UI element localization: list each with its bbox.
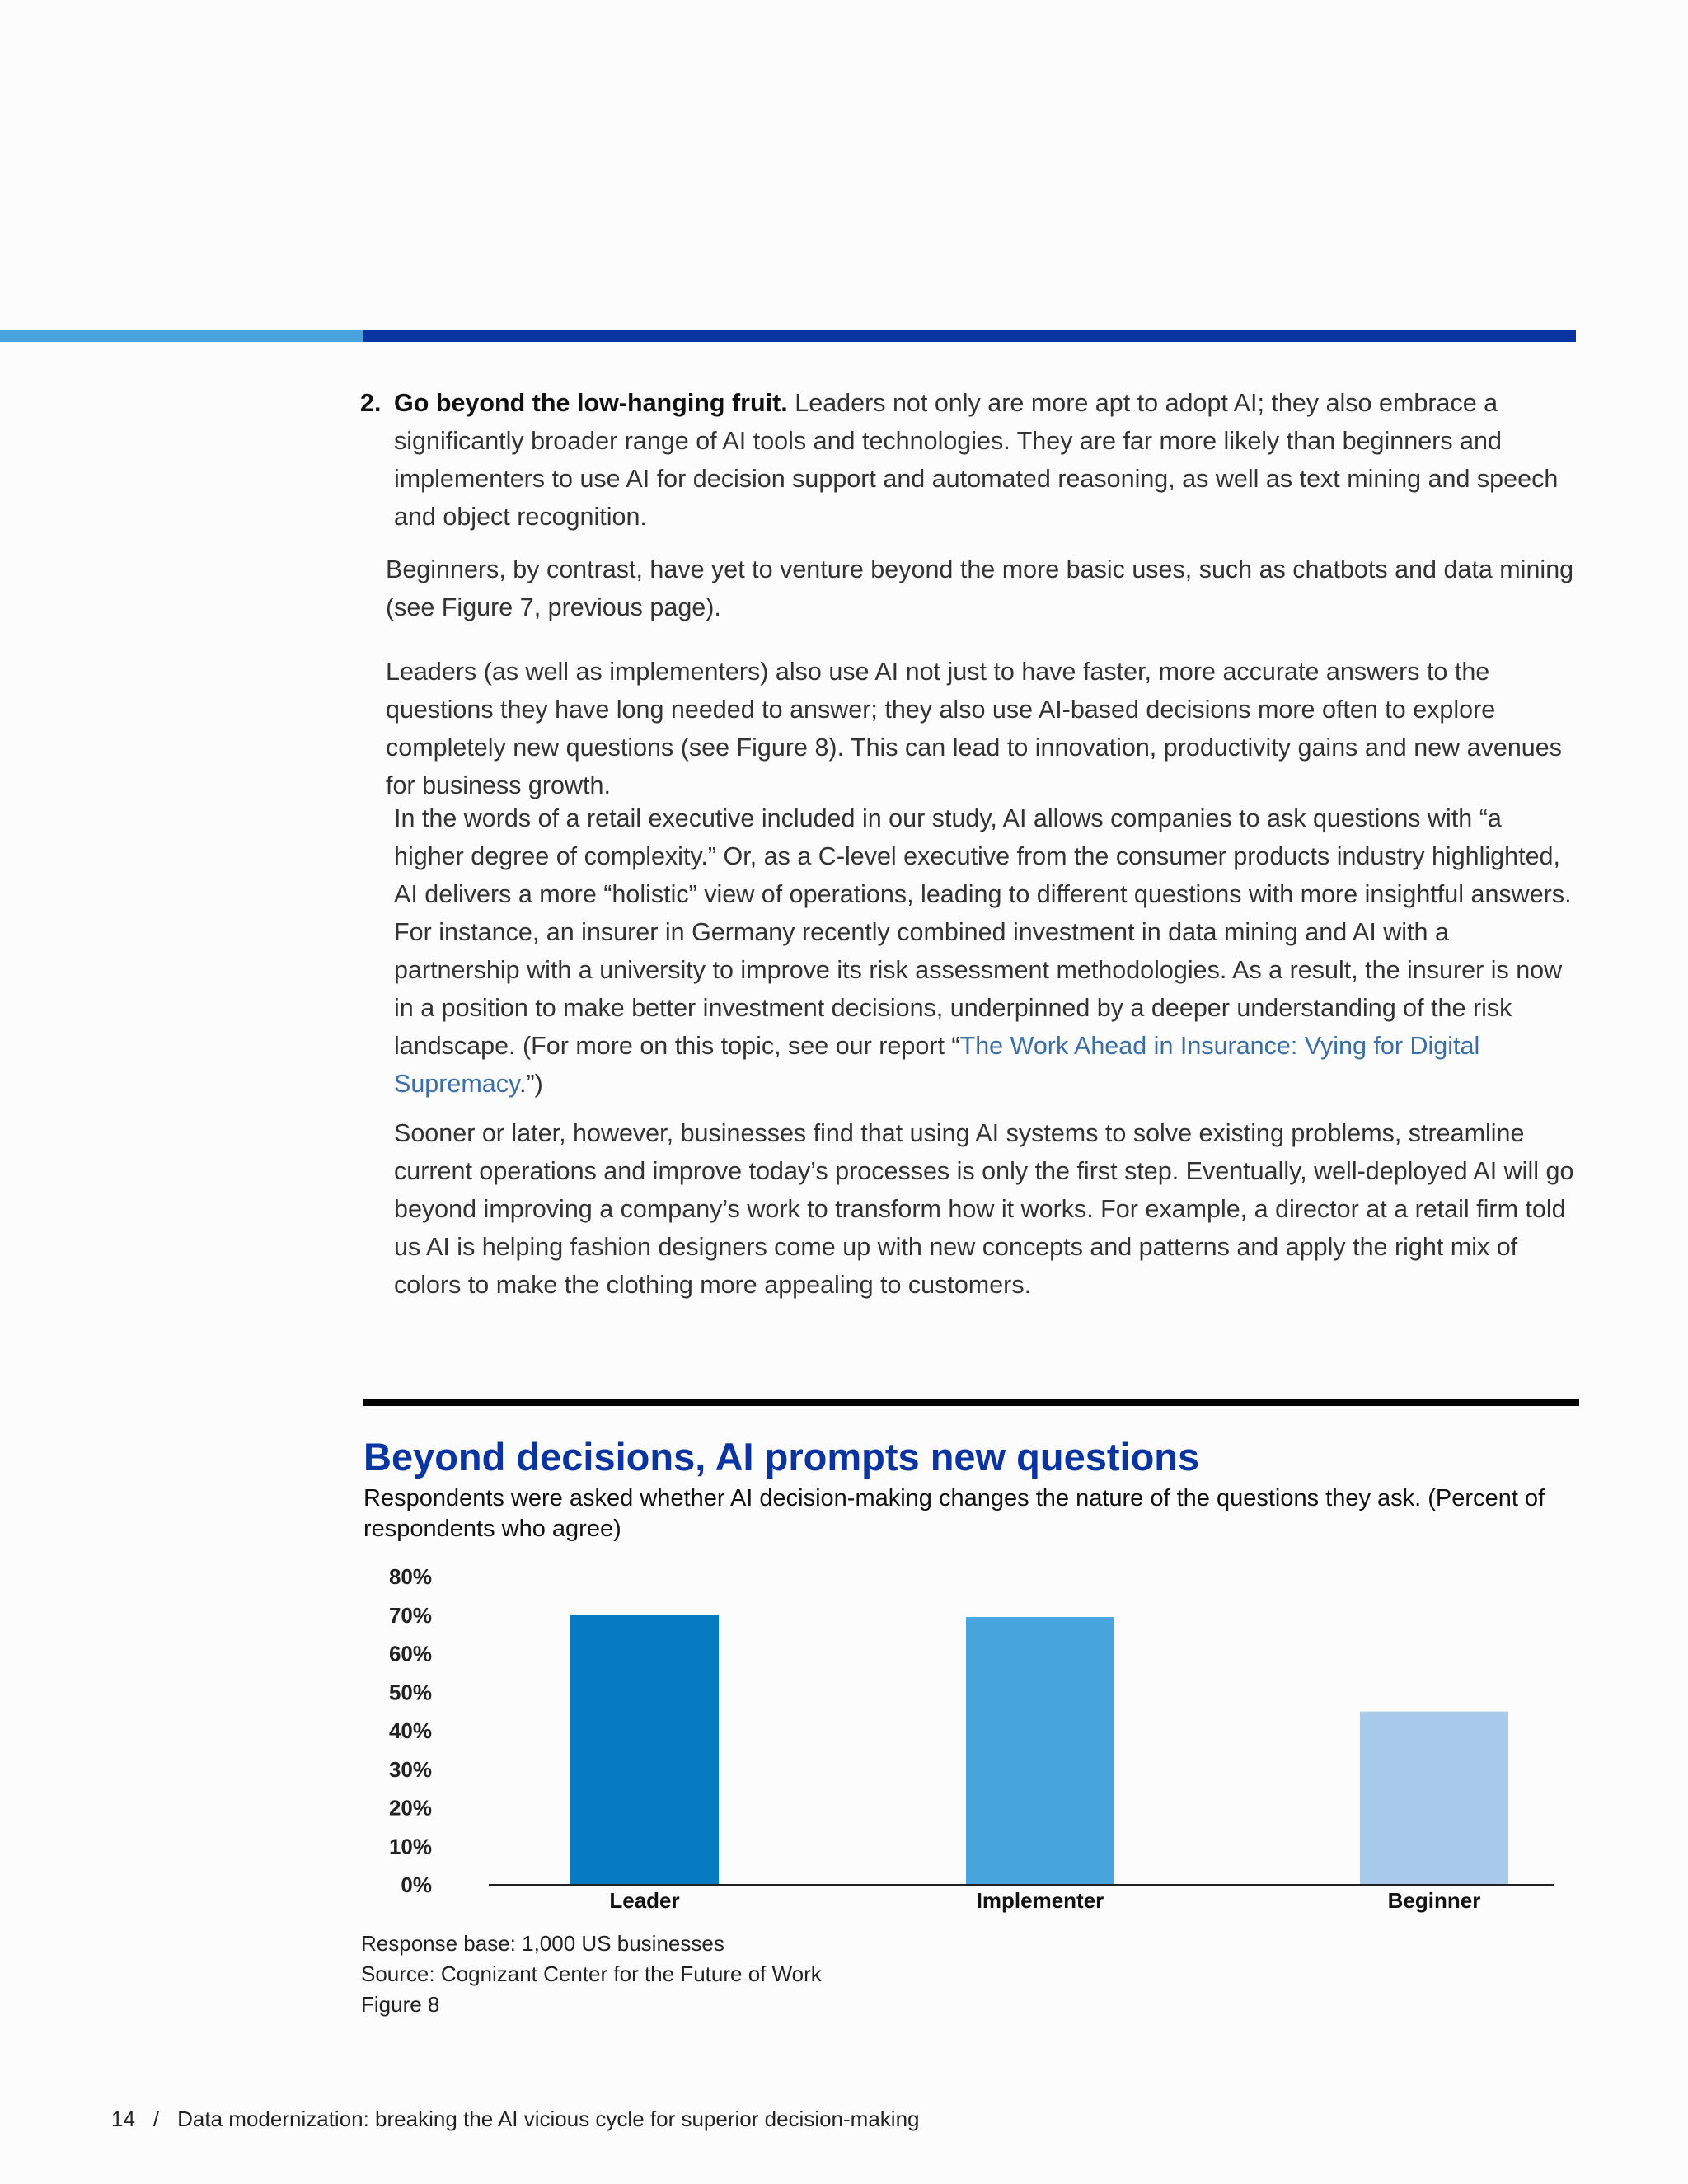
x-tick-label: Beginner [1387, 1888, 1481, 1913]
x-tick-label: Implementer [976, 1888, 1104, 1913]
y-tick-label: 0% [401, 1872, 432, 1897]
paragraph-3-text-b: .”) [519, 1070, 543, 1098]
figure-rule [363, 1399, 1579, 1406]
paragraph-2: Leaders (as well as implementers) also use AI not just to have faster, more accurate answers to the questions they have long needed to answer; they also use AI-based decisions more often to explore completely new questions (see Figure 8). This can lead to innovation, productivity gains and new avenues for business growth. [386, 658, 1562, 799]
footer-doc-title: Data modernization: breaking the AI vicious cycle for superior decision-making [177, 2107, 920, 2131]
bar-implementer [966, 1617, 1114, 1885]
y-tick-label: 80% [388, 1564, 432, 1589]
figure-subtitle: Respondents were asked whether AI decision-making changes the nature of the questions they ask. (Percent of respondents who agree) [363, 1485, 1545, 1542]
y-tick-label: 20% [388, 1795, 432, 1821]
figure-title: Beyond decisions, AI prompts new questions [363, 1435, 1200, 1479]
item2-lead: Go beyond the low-hanging fruit. [394, 389, 788, 417]
footer-separator: / [152, 2107, 160, 2131]
paragraph-1: Beginners, by contrast, have yet to venture beyond the more basic uses, such as chatbots and data mining (see Figure 7, previous page). [386, 555, 1574, 621]
bar-leader [570, 1615, 719, 1885]
paragraph-3-text-a: In the words of a retail executive included in our study, AI allows companies to ask questions with “a higher degree of complexity.” Or, as a C-level executive from the consumer products industry highlighted, AI delivers a more “holistic” view of operations, leading to different questions with more insightful answers. For instance, an insurer in Germany recently combined investment in data mining and AI with a partnership with a university to improve its risk assessment methodologies. As a result, the insurer is now in a position to make better investment decisions, underpinned by a deeper understanding of the risk landscape. (For more on this topic, see our report “ [394, 804, 1572, 1060]
item2-paragraph [394, 384, 1581, 536]
bar-chart [346, 1558, 1582, 1920]
bar-beginner [1360, 1712, 1508, 1885]
item2-text: Leaders not only are more apt to adopt AI; they also embrace a significantly broader range of AI tools and technologies. They are far more likely than beginners and implementers to use AI for decision support and automated reasoning, as well as text mining and speech and object recognition. [394, 389, 1559, 531]
figure-source: Source: Cognizant Center for the Future of Work [361, 1961, 822, 1986]
y-tick-label: 60% [388, 1641, 432, 1666]
paragraph-3 [394, 799, 1573, 1103]
figure-notes [361, 1929, 822, 2020]
header-rule-dark [363, 330, 1576, 342]
paragraph-4: Sooner or later, however, businesses find that using AI systems to solve existing problems, streamline current operations and improve today’s processes is only the first step. Eventually, well-deployed AI will go beyond improving a company’s work to transform how it works. For example, a director at a retail firm told us AI is helping fashion designers come up with new concepts and patterns and apply the right mix of colors to make the clothing more appealing to customers. [394, 1119, 1574, 1299]
y-tick-label: 50% [388, 1680, 432, 1705]
y-tick-label: 30% [388, 1756, 432, 1782]
figure-label: Figure 8 [361, 1992, 440, 2017]
x-tick-label: Leader [609, 1888, 680, 1913]
page-number: 14 [111, 2107, 135, 2131]
list-number: 2. [360, 389, 382, 417]
response-base: Response base: 1,000 US businesses [361, 1931, 724, 1956]
report-link[interactable]: The Work Ahead in Insurance: Vying for Digital Supremacy [394, 1032, 1480, 1098]
page-footer [111, 2107, 919, 2132]
y-tick-label: 10% [388, 1834, 432, 1859]
y-tick-label: 40% [388, 1718, 432, 1743]
header-rule-light [0, 330, 363, 342]
y-tick-label: 70% [388, 1602, 432, 1628]
